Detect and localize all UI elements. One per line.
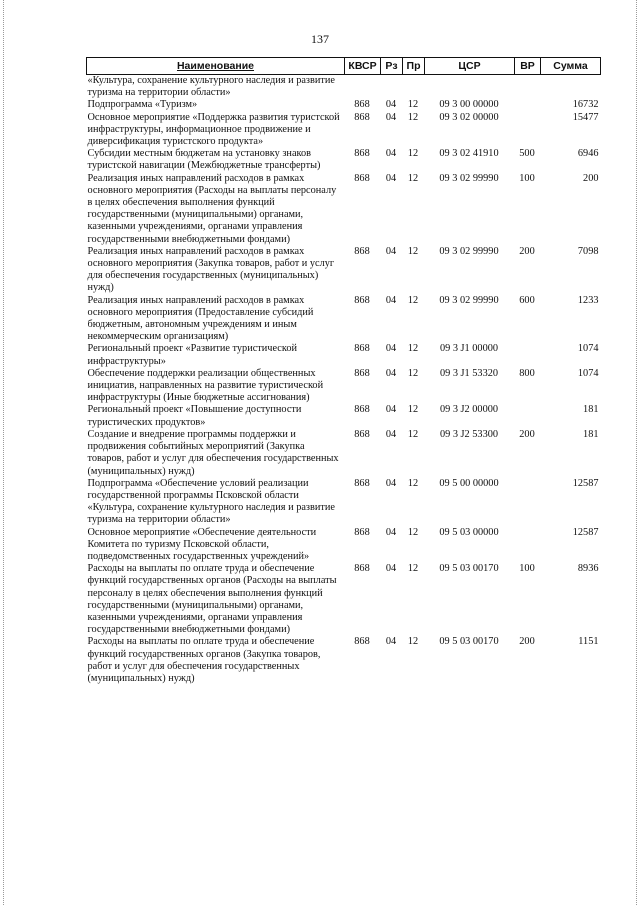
cell-sum: 12587 xyxy=(572,526,599,538)
cell-sum: 200 xyxy=(583,172,599,184)
cell-vr: 200 xyxy=(519,636,535,648)
cell-kvsr: 868 xyxy=(354,367,370,379)
cell-csr: 09 5 03 00000 xyxy=(439,526,499,538)
column-header-pr: Пр xyxy=(403,58,425,75)
cell-rz: 04 xyxy=(385,367,397,379)
page-number: 137 xyxy=(311,32,329,46)
cell-kvsr: 868 xyxy=(354,636,370,648)
cell-pr: 12 xyxy=(407,99,419,111)
cell-vr: 800 xyxy=(519,367,535,379)
cell-pr: 12 xyxy=(407,404,419,416)
cell-csr: 09 3 02 41910 xyxy=(439,148,499,160)
cell-csr: 09 5 03 00170 xyxy=(439,636,499,648)
cell-name: Основное мероприятие «Обеспечение деятельности Комитета по туризму Псковской области, подведомственных государственных учреждений» xyxy=(87,526,317,562)
cell-pr: 12 xyxy=(407,172,419,184)
table-row xyxy=(87,563,601,636)
cell-pr: 12 xyxy=(407,636,419,648)
budget-table xyxy=(86,57,601,685)
cell-name: Расходы на выплаты по оплате труда и обеспечение функций государственных органов (Расходы на выплаты персоналу в целях обеспечения выполнения функций государственными (муниципальными) органами, казенными учреждениями, органами управления государственными внебюджетными фондами) xyxy=(87,563,337,636)
cell-sum: 15477 xyxy=(572,111,599,123)
cell-rz: 04 xyxy=(385,428,397,440)
continuation-text: «Культура, сохранение культурного наследия и развитие туризма на территории области» xyxy=(87,75,335,99)
cell-sum: 1151 xyxy=(578,636,599,648)
cell-name: Реализация иных направлений расходов в рамках основного мероприятия (Расходы на выплаты персоналу в целях обеспечения выполнения функций государственными (муниципальными) органами, казенными учреждениями, органами управления государственными внебюджетными фондами) xyxy=(87,172,337,245)
cell-kvsr: 868 xyxy=(354,111,370,123)
cell-pr: 12 xyxy=(407,294,419,306)
table-row xyxy=(87,636,601,685)
cell-sum: 1074 xyxy=(577,367,599,379)
column-header-name: Наименование xyxy=(87,58,345,75)
cell-csr: 09 3 J1 53320 xyxy=(439,367,499,379)
cell-name: Обеспечение поддержки реализации общественных инициатив, направленных на развитие туристической инфраструктуры (Иные бюджетные ассигнования) xyxy=(87,367,324,404)
cell-kvsr: 868 xyxy=(354,428,370,440)
cell-sum: 8936 xyxy=(577,563,599,575)
cell-rz: 04 xyxy=(385,294,397,306)
cell-kvsr: 868 xyxy=(354,477,370,489)
cell-csr: 09 5 00 00000 xyxy=(439,477,499,489)
cell-csr: 09 3 J2 00000 xyxy=(439,404,499,416)
cell-sum: 6946 xyxy=(577,148,599,160)
cell-csr: 09 3 02 00000 xyxy=(439,111,499,123)
table-row xyxy=(87,368,601,405)
cell-vr xyxy=(515,112,541,149)
cell-name: Реализация иных направлений расходов в рамках основного мероприятия (Предоставление субсидий бюджетным, автономным учреждениям и иным некоммерческим организациям) xyxy=(87,294,314,343)
cell-rz: 04 xyxy=(385,477,397,489)
scan-edge-right xyxy=(636,0,637,905)
cell-vr: 200 xyxy=(519,245,535,257)
cell-kvsr: 868 xyxy=(354,526,370,538)
column-header-csr: ЦСР xyxy=(425,58,515,75)
cell-pr: 12 xyxy=(407,245,419,257)
cell-vr xyxy=(515,404,541,428)
cell-vr: 200 xyxy=(519,428,535,440)
table-row xyxy=(87,295,601,344)
cell-sum: 12587 xyxy=(572,477,599,489)
cell-name: Расходы на выплаты по оплате труда и обеспечение функций государственных органов (Закупка товаров, работ и услуг для обеспечения государственных (муниципальных) нужд) xyxy=(87,636,321,684)
cell-rz: 04 xyxy=(385,99,397,111)
cell-pr: 12 xyxy=(407,563,419,575)
cell-name: Подпрограмма «Обеспечение условий реализации государственной программы Псковской области «Культура, сохранение культурного наследия и развитие туризма на территории области» xyxy=(87,477,335,526)
table-row xyxy=(87,173,601,246)
cell-name: Региональный проект «Повышение доступности туристических продуктов» xyxy=(87,404,302,428)
cell-kvsr: 868 xyxy=(354,404,370,416)
cell-name: Подпрограмма «Туризм» xyxy=(87,99,198,111)
cell-rz: 04 xyxy=(385,172,397,184)
table-row xyxy=(87,246,601,295)
cell-csr: 09 5 03 00170 xyxy=(439,563,499,575)
cell-name: Основное мероприятие «Поддержка развития туристской инфраструктуры, информационное продвижение и диверсификация туристского продукта» xyxy=(87,111,340,148)
table-row xyxy=(87,404,601,428)
cell-kvsr: 868 xyxy=(354,343,370,355)
column-header-kvsr: КВСР xyxy=(345,58,381,75)
continuation-row xyxy=(87,75,601,100)
cell-sum: 181 xyxy=(583,404,599,416)
cell-rz: 04 xyxy=(385,404,397,416)
cell-name: Субсидии местным бюджетам на установку знаков туристской навигации (Межбюджетные трансферты) xyxy=(87,148,321,172)
cell-sum: 1074 xyxy=(577,343,599,355)
table-row xyxy=(87,343,601,367)
cell-vr xyxy=(515,527,541,564)
cell-vr xyxy=(515,99,541,111)
cell-rz: 04 xyxy=(385,343,397,355)
cell-sum: 7098 xyxy=(577,245,599,257)
cell-vr: 100 xyxy=(519,172,535,184)
column-header-sum: Сумма xyxy=(541,58,601,75)
cell-pr: 12 xyxy=(407,477,419,489)
column-header-rz: Рз xyxy=(381,58,403,75)
cell-kvsr: 868 xyxy=(354,294,370,306)
cell-vr: 100 xyxy=(519,563,535,575)
cell-pr: 12 xyxy=(407,526,419,538)
cell-kvsr: 868 xyxy=(354,563,370,575)
table-header-row xyxy=(87,58,601,75)
cell-csr: 09 3 02 99990 xyxy=(439,172,499,184)
table-row xyxy=(87,112,601,149)
cell-sum: 1233 xyxy=(577,294,599,306)
cell-kvsr: 868 xyxy=(354,148,370,160)
cell-sum: 181 xyxy=(583,428,599,440)
cell-pr: 12 xyxy=(407,367,419,379)
cell-vr xyxy=(515,343,541,367)
table-row xyxy=(87,527,601,564)
cell-vr: 500 xyxy=(519,148,535,160)
cell-vr xyxy=(515,478,541,527)
cell-sum: 16732 xyxy=(572,99,599,111)
cell-pr: 12 xyxy=(407,343,419,355)
table-row xyxy=(87,429,601,478)
cell-rz: 04 xyxy=(385,111,397,123)
cell-name: Реализация иных направлений расходов в рамках основного мероприятия (Закупка товаров, работ и услуг для обеспечения государственных (муниципальных) нужд) xyxy=(87,245,335,294)
cell-pr: 12 xyxy=(407,148,419,160)
cell-rz: 04 xyxy=(385,245,397,257)
table-row xyxy=(87,99,601,111)
cell-kvsr: 868 xyxy=(354,99,370,111)
cell-csr: 09 3 J2 53300 xyxy=(439,428,499,440)
cell-rz: 04 xyxy=(385,636,397,648)
table-row xyxy=(87,478,601,527)
cell-name: Создание и внедрение программы поддержки и продвижения событийных мероприятий (Закупка товаров, работ и услуг для обеспечения государственных (муниципальных) нужд) xyxy=(87,428,339,477)
cell-kvsr: 868 xyxy=(354,245,370,257)
cell-name: Региональный проект «Развитие туристической инфраструктуры» xyxy=(87,343,298,367)
column-header-vr: ВР xyxy=(515,58,541,75)
scan-edge-left xyxy=(3,0,4,905)
cell-kvsr: 868 xyxy=(354,172,370,184)
cell-csr: 09 3 00 00000 xyxy=(439,99,499,111)
table-row xyxy=(87,148,601,172)
cell-rz: 04 xyxy=(385,148,397,160)
cell-pr: 12 xyxy=(407,111,419,123)
cell-rz: 04 xyxy=(385,526,397,538)
cell-pr: 12 xyxy=(407,428,419,440)
cell-csr: 09 3 02 99990 xyxy=(439,294,499,306)
cell-vr: 600 xyxy=(519,294,535,306)
cell-rz: 04 xyxy=(385,563,397,575)
cell-csr: 09 3 02 99990 xyxy=(439,245,499,257)
cell-csr: 09 3 J1 00000 xyxy=(439,343,499,355)
